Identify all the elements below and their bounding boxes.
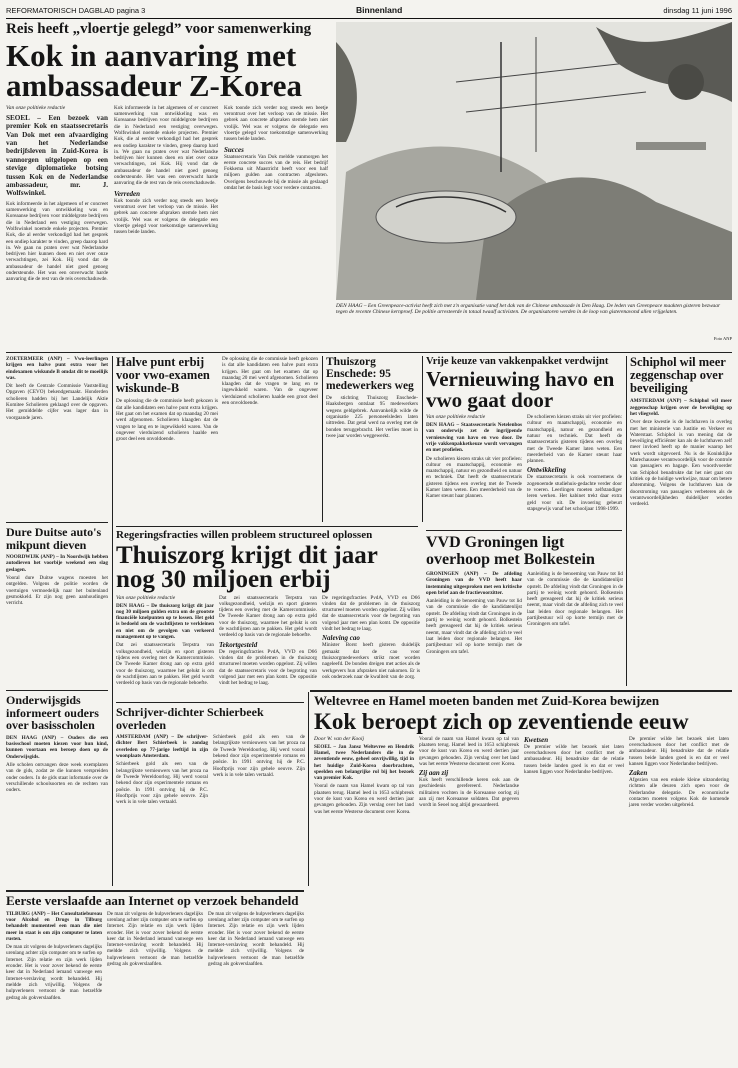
divider-mid-3: [116, 702, 304, 703]
brief-cevo: [6, 356, 108, 524]
article-internet: [6, 894, 306, 1062]
col-divider-3: [422, 356, 423, 522]
thuiszorg-subhead-1: Tekortgesteld: [219, 640, 258, 649]
korea-headline: Kok beroept zich op zeventiende eeuw: [314, 708, 689, 734]
vvd-lead: GRONINGEN (ANP) – De afdeling Groningen van de VVD heeft haar instemming uitgesproken met een kritische open brief aan de fractievoorzitter.: [426, 571, 522, 596]
divider-left-1: [6, 522, 108, 523]
thuiszorg-enschede-headline: Thuiszorg Enschede: 95 medewerkers weg: [326, 356, 414, 393]
schierbeek-body-continued: Schierbeek gold als een van de belangrijkste vernieuwers van het proza na de Tweede Wereldoorlog. Hij werd vooral bekend door zijn experimentele romans en poëzie. In 1991 ontving hij de P.C. Hooftprijs voor zijn gehele oeuvre. Zijn werk is in vele talen vertaald.: [213, 734, 305, 778]
thuiszorg-body-2: De regeringsfracties PvdA, VVD en D66 vinden dat de problemen in de thuiszorg structureel moeten worden opgelost. Zij willen dat de staatssecretaris voor de begroting van volgend jaar met een plan komt. De oppositie vindt het bedrag te laag.: [219, 648, 317, 687]
divider-mid-2: [426, 530, 622, 531]
vwo-body: De oplossing die de commissie heeft gekozen is dat alle kandidaten een halve punt extra krijgen. Het gaat om het examen dat op maandag 20 mei werd afgenomen. Scholieren klaagden dat de vragen te lang en te ingewikkeld waren. Van de ongeveer vierduizend scholieren haalde een groot deel een onvoldoende.: [116, 398, 218, 443]
thuiszorg-byline: Van onze politieke redactie: [116, 594, 176, 601]
thuiszorg-body-2b: De regeringsfracties PvdA, VVD en D66 vinden dat de problemen in de thuiszorg structureel moeten worden opgelost. Zij willen dat de staatssecretaris voor de begroting van volgend jaar met een plan komt. De oppositie vindt het bedrag te laag.: [322, 594, 420, 633]
thuiszorg-body: Dat zei staatssecretaris Terpstra van volksgezondheid, welzijn en sport gisteren tijdens een overleg met de Kamercommissie. De Tweede Kamer drong aan op extra geld voor de thuiszorg, waarmee het gelukt is om de wachtlijsten aan te pakken. Het geld wordt verdeeld op basis van de regionale behoefte.: [116, 642, 214, 687]
col-divider-5: [308, 692, 309, 886]
korea-body-4: Afgezien van een enkele kleine uitzondering richtten alle deuren zich open voor de Nederlandse delegatie. De economische contacten moeten volgens Kok de komende jaren verder worden uitgebreid.: [629, 777, 729, 809]
article-schiphol: [630, 356, 732, 686]
lead-byline: Van onze politieke redactie: [6, 104, 66, 111]
korea-body-3: De premier wilde het bezoek niet laten overschaduwen door het conflict met de ambassadeur. Hij benadrukte dat de relatie tussen beide landen goed is en dat er veel kansen liggen voor Nederlandse bedrijven.: [524, 743, 624, 775]
lead-intro: SEOEL – Een bezoek van premier Kok en staatssecretaris Van Dok met een afvaardiging van het Nederlandse bedrijfsleven in Zuid-Korea is vannorgen uitgelopen op een stevige diplomatieke botsing tussen Kok en de Nederlandse ambassadeur, mr. J. Wolfswinkel.: [6, 113, 108, 198]
paper-page-label: REFORMATORISCH DAGBLAD pagina 3: [6, 6, 146, 15]
vakken-body-continued: De scholieren kiezen straks uit vier profielen: cultuur en maatschappij, economie en maatschappij, natuur en gezondheid en natuur en techniek. Dat heeft de staatssecretaris gisteren tijdens een overleg met de Tweede Kamer laten weten. Een meerderheid van de Kamer steunt haar plannen.: [527, 414, 622, 465]
internet-body-2: De man zit volgens de hulpverleners dagelijks urenlang achter zijn computer om te surfen op Internet. Zijn relatie en zijn werk lijden eronder. Het is voor zover bekend de eerste keer dat in Nederland iemand vanwege een Internet-verslaving wordt behandeld. Hij meldde zich vrijwillig. Volgens de hulpverleners vertoont de man hetzelfde gedrag als gokverslaafden.: [107, 910, 203, 968]
korea-subhead-1: Zij aan zij: [419, 769, 449, 778]
brief-cevo-body: Dit heeft de Centrale Commissie Vaststelling Opgaven (CEVO) bekendgemaakt. Honderden scholieren hadden bij het Landelijk Aktie Komitee Scholieren geklaagd over de opgaven. Het gemiddelde cijfer was lager dan in voorgaande jaren.: [6, 383, 108, 421]
vakken-lead: DEN HAAG – Staatssecretaris Netelenbos van onderwijs zet de ingrijpende vernieuwing van havo en vwo door. De vrije vakkenpakketkeuze wordt vervangen en met profielen.: [426, 422, 522, 454]
internet-headline: Eerste verslaafde aan Internet op verzoek behandeld: [6, 894, 299, 908]
col-divider-1: [112, 356, 113, 886]
col-divider-4: [626, 356, 627, 686]
brief-gids-body: Alle scholen ontvangen deze week exemplaren van de gids, zodat ze die kunnen verspreiden onder ouders. In de gids staat informatie over de verschillende schoolsoorten en de rechten van ouders.: [6, 761, 108, 794]
section-label: Binnenland: [356, 5, 403, 15]
article-vwo: [116, 356, 218, 524]
korea-lead: SEOEL – Jan Jansz Weltevree en Hendrik Hamel, twee Nederlanders die in de zeventiende eeuw, geheel onvrijwillig, tijd in het huidige Zuid-Korea doorbrachten, speelden een belangrijke rol bij het bezoek van premier Kok.: [314, 743, 414, 782]
divider-left-2: [6, 690, 108, 691]
schierbeek-headline: Schrijver-dichter Schierbeek overleden: [116, 706, 264, 732]
news-photo: [336, 22, 732, 300]
korea-body-continued: Vooral de naam van Hamel kwam op tal van plaatsen terug. Hamel leed in 1653 schipbreuk voor de kust van Korea en werd dertien jaar gevangen gehouden. Zijn verslag over het land was het eerste Westerse document over Korea.: [419, 735, 519, 767]
brief-auto: [6, 526, 108, 676]
schierbeek-lead: AMSTERDAM (ANP) – De schrijver-dichter Bert Schierbeek is zondag overleden op 77-jarige leeftijd in zijn woonplaats Amsterdam.: [116, 734, 208, 760]
thuiszorg-enschede-body: De stichting Thuiszorg Enschede-Haaksbergen ontslaat 95 medewerkers wegens geldgebrek. Aanvankelijk wilde de organisatie 225 personeelsleden laten uittreden. Dat getal werd na overleg met de bonden teruggebracht. Het verlies moet in twee jaar worden weggewerkt.: [326, 395, 418, 439]
schiphol-lead: AMSTERDAM (ANP) – Schiphol wil meer zeggenschap krijgen over de beveiliging op het vliegveld.: [630, 398, 732, 417]
brief-auto-headline: Dure Duitse auto's mikpunt dieven: [6, 526, 102, 552]
internet-lead: TILBURG (ANP) – Het Consultatiebureau voor Alcohol en Drugs in Tilburg behandelt momenteel een man die niet meer in staat is om zijn computer te laten rusten.: [6, 910, 102, 942]
lead-body-continued: Kok informeerde in het algemeen of er concreet samenwerking van ontwikkeling was en Koreaanse bedrijven voor middelgrote bedrijven die in Nederland een vestiging overwegen. Wolfswinkel noemde enkele projecten. Premier Kok, die al eerder verkondigd had het gesprek een ondiep karakter te vinden, greep daarop hard in. We gaan nu praten over wat Nederlandse bedrijven hier kunnen doen en niet over onze verwachtingen, zei Kok. Hij vond dat de ambassadeur de handel niet goed genoeg ondersteunde. Het was een onverwacht harde aanvaring die de rest van de reis overschaduwde.: [114, 104, 218, 187]
article-vvd: [426, 534, 624, 684]
schiphol-headline: Schiphol wil meer zeggenschap over beveiliging: [630, 356, 726, 396]
article-thuiszorg-enschede: [326, 356, 418, 522]
lead-body-2b: Kok toonde zich verder nog steeds een beetje verontrust over het verloop van de missie. Het gebrek aan concrete afspraken stemde hem niet vrolijk. Wel was er volgens de delegatie een vloertje gelegd voor toekomstige samenwerking tussen beide landen.: [224, 104, 328, 143]
article-vakkenpakket: [426, 356, 622, 526]
article-korea: [314, 694, 732, 886]
thuiszorg-kicker: Regeringsfracties willen probleem structureel oplossen: [116, 530, 373, 541]
article-schierbeek: [116, 706, 306, 886]
vwo-body-continued: De oplossing die de commissie heeft gekozen is dat alle kandidaten een halve punt extra krijgen. Het gaat om het examen dat op maandag 20 mei werd afgenomen. Scholieren klaagden dat de vragen te lang en te ingewikkeld waren. Van de ongeveer vierduizend scholieren haalde een groot deel een onvoldoende.: [222, 356, 318, 407]
thuiszorg-body-3: Minister Borst heeft gisteren duidelijk gemaakt dat de cao voor thuiszorgmedewerkers strikt moet worden nageleefd. De bonden dreigen met acties als de werkgevers hun afspraken niet nakomen. Er is ook onderzoek naar de kwaliteit van de zorg.: [322, 642, 420, 680]
korea-body-3b: De premier wilde het bezoek niet laten overschaduwen door het conflict met de ambassadeur. Hij benadrukte dat de relatie tussen beide landen goed is en dat er veel kansen liggen voor Nederlandse bedrijven.: [629, 735, 729, 767]
korea-subhead-3: Zaken: [629, 769, 648, 778]
thuiszorg-body-continued: Dat zei staatssecretaris Terpstra van volksgezondheid, welzijn en sport gisteren tijdens een overleg met de Kamercommissie. De Tweede Kamer drong aan op extra geld voor de thuiszorg, waarmee het gelukt is om de wachtlijsten aan te pakken. Het geld wordt verdeeld op basis van de regionale behoefte.: [219, 594, 317, 639]
lead-subhead-1: Verreden: [114, 189, 141, 198]
brief-onderwijsgids: [6, 694, 108, 884]
photo-caption: DEN HAAG – Een Greenpeace-activist heeft zich met z'n organisatie vanaf het dak van de Chinese ambassade in Den Haag. De leden van Greenpeace maakten gisteren bezwaar tegen de recente Chinese kernproef. De politie arresteerde in totaal twaalf activisten. De organisatoren werden in de loop van gisterenavond allen vrijgelaten.: [336, 303, 721, 316]
vakken-headline: Vernieuwing havo en vwo gaat door: [426, 367, 615, 413]
lead-article: [6, 22, 328, 350]
divider-korea: [310, 690, 732, 692]
korea-byline: Door W. van der Kooij: [314, 735, 365, 742]
lead-subhead-2: Succes: [224, 145, 244, 154]
photo-credit: Foto ANP: [713, 336, 732, 341]
issue-date: dinsdag 11 juni 1996: [663, 6, 732, 15]
lead-body-2: Kok toonde zich verder nog steeds een beetje verontrust over het verloop van de missie. Het gebrek aan concrete afspraken stemde hem niet vrolijk. Wel was er volgens de delegatie een vloertje gelegd voor toekomstige samenwerking tussen beide landen.: [114, 197, 218, 236]
vwo-headline: Halve punt erbij voor vwo-examen wiskunde-B: [116, 356, 210, 396]
thuiszorg-headline: Thuiszorg krijgt dit jaar nog 30 miljoen erbij: [116, 541, 378, 593]
brief-auto-lead: NOORDWIJK (ANP) – In Noordwijk hebben autodieven het voorbije weekend een slag geslagen.: [6, 554, 108, 573]
vvd-body: Aanleiding is de benoeming van Pauw tot lid van de commissie die de kandidatenlijst opstelt. De afdeling vindt dat Groningen in de partij te weinig wordt gehoord. Bolkestein heeft gereageerd dat hij de kritiek serieus neemt, maar vindt dat de afdeling zich te veel laat leiden door regionale belangen. Het partijbestuur wil op korte termijn met de Groningers om tafel.: [426, 598, 522, 655]
thuiszorg-subhead-2: Naleving cao: [322, 634, 360, 643]
korea-body: Vooral de naam van Hamel kwam op tal van plaatsen terug. Hamel leed in 1653 schipbreuk voor de kust van Korea en werd dertien jaar gevangen gehouden. Zijn verslag over het land was het eerste Westerse document over Korea.: [314, 783, 414, 815]
vakken-body-2: De staatssecretaris is ook voornemens de zogenoemde studiehuis-gedachte verder door te voeren. Leerlingen moeten zelfstandiger leren werken. Het kabinet trekt daar extra geld voor uit. De invoering gebeurt stapsgewijs vanaf het schooljaar 1998-1999.: [527, 474, 622, 512]
thuiszorg-lead: DEN HAAG – De thuiszorg krijgt dit jaar nog 30 miljoen gulden extra om de grootste financiële knelpunten op te lossen. Het geld is bedoeld om de wachtlijsten te verkleinen en niet om de gevolgen van verkeerd management op te vangen.: [116, 602, 214, 641]
schiphol-body: Over deze kwestie is de luchthaven in overleg met het ministerie van Justitie en Verkeer en Waterstaat. Schiphol is van mening dat de beveiliging efficiënter kan als de luchthaven zelf meer invloed heeft op de manier waarop het werk wordt uitgevoerd. Nu is de Koninklijke Marechaussee verantwoordelijk voor de controle van passagiers en bagage. Een woordvoerder van Schiphol benadrukte dat het niet gaat om kritiek op de huidige werkwijze, maar om betere afstemming. Volgens de luchthaven kan de doorstroming van passagiers verbeteren als de verantwoordelijkheden duidelijker worden verdeeld.: [630, 419, 732, 508]
brief-auto-body: Vooral dure Duitse wagens moesten het ontgelden. Volgens de politie worden de voertuigen vermoedelijk naar het buitenland gesmokkeld. Er zijn nog geen aanhoudingen verricht.: [6, 575, 108, 607]
brief-gids-lead: DEN HAAG (ANP) – Ouders die een basisschool moeten kiezen voor hun kind, kunnen voortaan een beroep doen op de Onderwijsgids.: [6, 734, 108, 760]
internet-body: De man zit volgens de hulpverleners dagelijks urenlang achter zijn computer om te surfen op Internet. Zijn relatie en zijn werk lijden eronder. Het is voor zover bekend de eerste keer dat in Nederland iemand vanwege een Internet-verslaving wordt behandeld. Hij meldde zich vrijwillig. Volgens de hulpverleners vertoont de man hetzelfde gedrag als gokverslaafden.: [6, 944, 102, 1001]
internet-body-3: De man zit volgens de hulpverleners dagelijks urenlang achter zijn computer om te surfen op Internet. Zijn relatie en zijn werk lijden eronder. Het is voor zover bekend de eerste keer dat in Nederland iemand vanwege een Internet-verslaving wordt behandeld. Hij meldde zich vrijwillig. Volgens de hulpverleners vertoont de man hetzelfde gedrag als gokverslaafden.: [208, 910, 304, 968]
lead-kicker: Reis heeft „vloertje gelegd” voor samenwerking: [6, 22, 312, 37]
article-vwo-col2: [222, 356, 318, 524]
vakken-body: De scholieren kiezen straks uit vier profielen: cultuur en maatschappij, economie en maatschappij, natuur en gezondheid en natuur en techniek. Dat heeft de staatssecretaris gisteren tijdens een overleg met de Tweede Kamer laten weten. Een meerderheid van de Kamer steunt haar plannen.: [426, 455, 522, 500]
brief-gids-headline: Onderwijsgids informeert ouders over basisscholen: [6, 694, 99, 733]
lead-body-3: Staatssecretaris Van Dok meldde vanmorgen het eerste concrete succes van de reis. Het bedrijf Fokkema uit Maastricht heeft voor een half miljoen gulden aan contracten afgesloten. Overigens beschouwde hij de missie als geslaagd omdat het de basis legt voor verdere contacten.: [224, 153, 328, 192]
greenpeace-roof-photo: [336, 22, 732, 300]
vvd-headline: VVD Groningen ligt overhoop met Bolkestein: [426, 534, 595, 568]
vvd-body-continued: Aanleiding is de benoeming van Pauw tot lid van de commissie die de kandidatenlijst opstelt. De afdeling vindt dat Groningen in de partij te weinig wordt gehoord. Bolkestein heeft gereageerd dat hij de kritiek serieus neemt, maar vindt dat de afdeling zich te veel laat leiden door regionale belangen. Het partijbestuur wil op korte termijn met de Groningers om tafel.: [527, 571, 623, 628]
korea-body-2: Kok heeft verschillende keren ook aan de geschiedenis gerefereerd. Nederlandse militairen vochten in de Koreaanse oorlog zij aan zij met Koreaanse soldaten. Dat gegeven wordt in Seoel nog altijd gewaardeerd.: [419, 777, 519, 809]
vakken-subhead: Ontwikkeling: [527, 466, 566, 475]
divider-mid-1: [116, 526, 418, 527]
lead-headline: Kok in aanvaring met ambassadeur Z-Korea: [6, 37, 302, 103]
page-masthead: [6, 4, 732, 19]
schierbeek-body: Schierbeek gold als een van de belangrijkste vernieuwers van het proza na de Tweede Wereldoorlog. Hij werd vooral bekend door zijn experimentele romans en poëzie. In 1991 ontving hij de P.C. Hooftprijs voor zijn gehele oeuvre. Zijn werk is in vele talen vertaald.: [116, 761, 208, 806]
divider-bottom: [6, 890, 304, 892]
vakken-kicker: Vrije keuze van vakkenpakket verdwijnt: [426, 356, 609, 367]
korea-kicker: Weltevree en Hamel moeten banden met Zuid-Korea bewijzen: [314, 694, 660, 708]
col-divider-2: [322, 356, 323, 522]
vakken-byline: Van onze politieke redactie: [426, 414, 486, 421]
divider-top: [6, 352, 732, 353]
article-thuiszorg-main: [116, 530, 420, 700]
korea-subhead-2: Kwetsen: [524, 735, 549, 744]
brief-cevo-lead: ZOETERMEER (ANP) – Vwo-leerlingen krijgen een halve punt extra voor het eindexamen wiskunde B omdat dit te moeilijk was.: [6, 356, 108, 381]
lead-body: Kok informeerde in het algemeen of er concreet samenwerking van ontwikkeling was en Koreaanse bedrijven voor middelgrote bedrijven die in Nederland een vestiging overwegen. Wolfswinkel noemde enkele projecten. Premier Kok, die al eerder verkondigd had het gesprek een ondiep karakter te vinden, greep daarop hard in. We gaan nu praten over wat Nederlandse bedrijven hier kunnen doen en niet over onze verwachtingen, zei Kok. Hij vond dat de ambassadeur de handel niet goed genoeg ondersteunde. Het was een onverwacht harde aanvaring die de rest van de reis overschaduwde.: [6, 200, 108, 283]
